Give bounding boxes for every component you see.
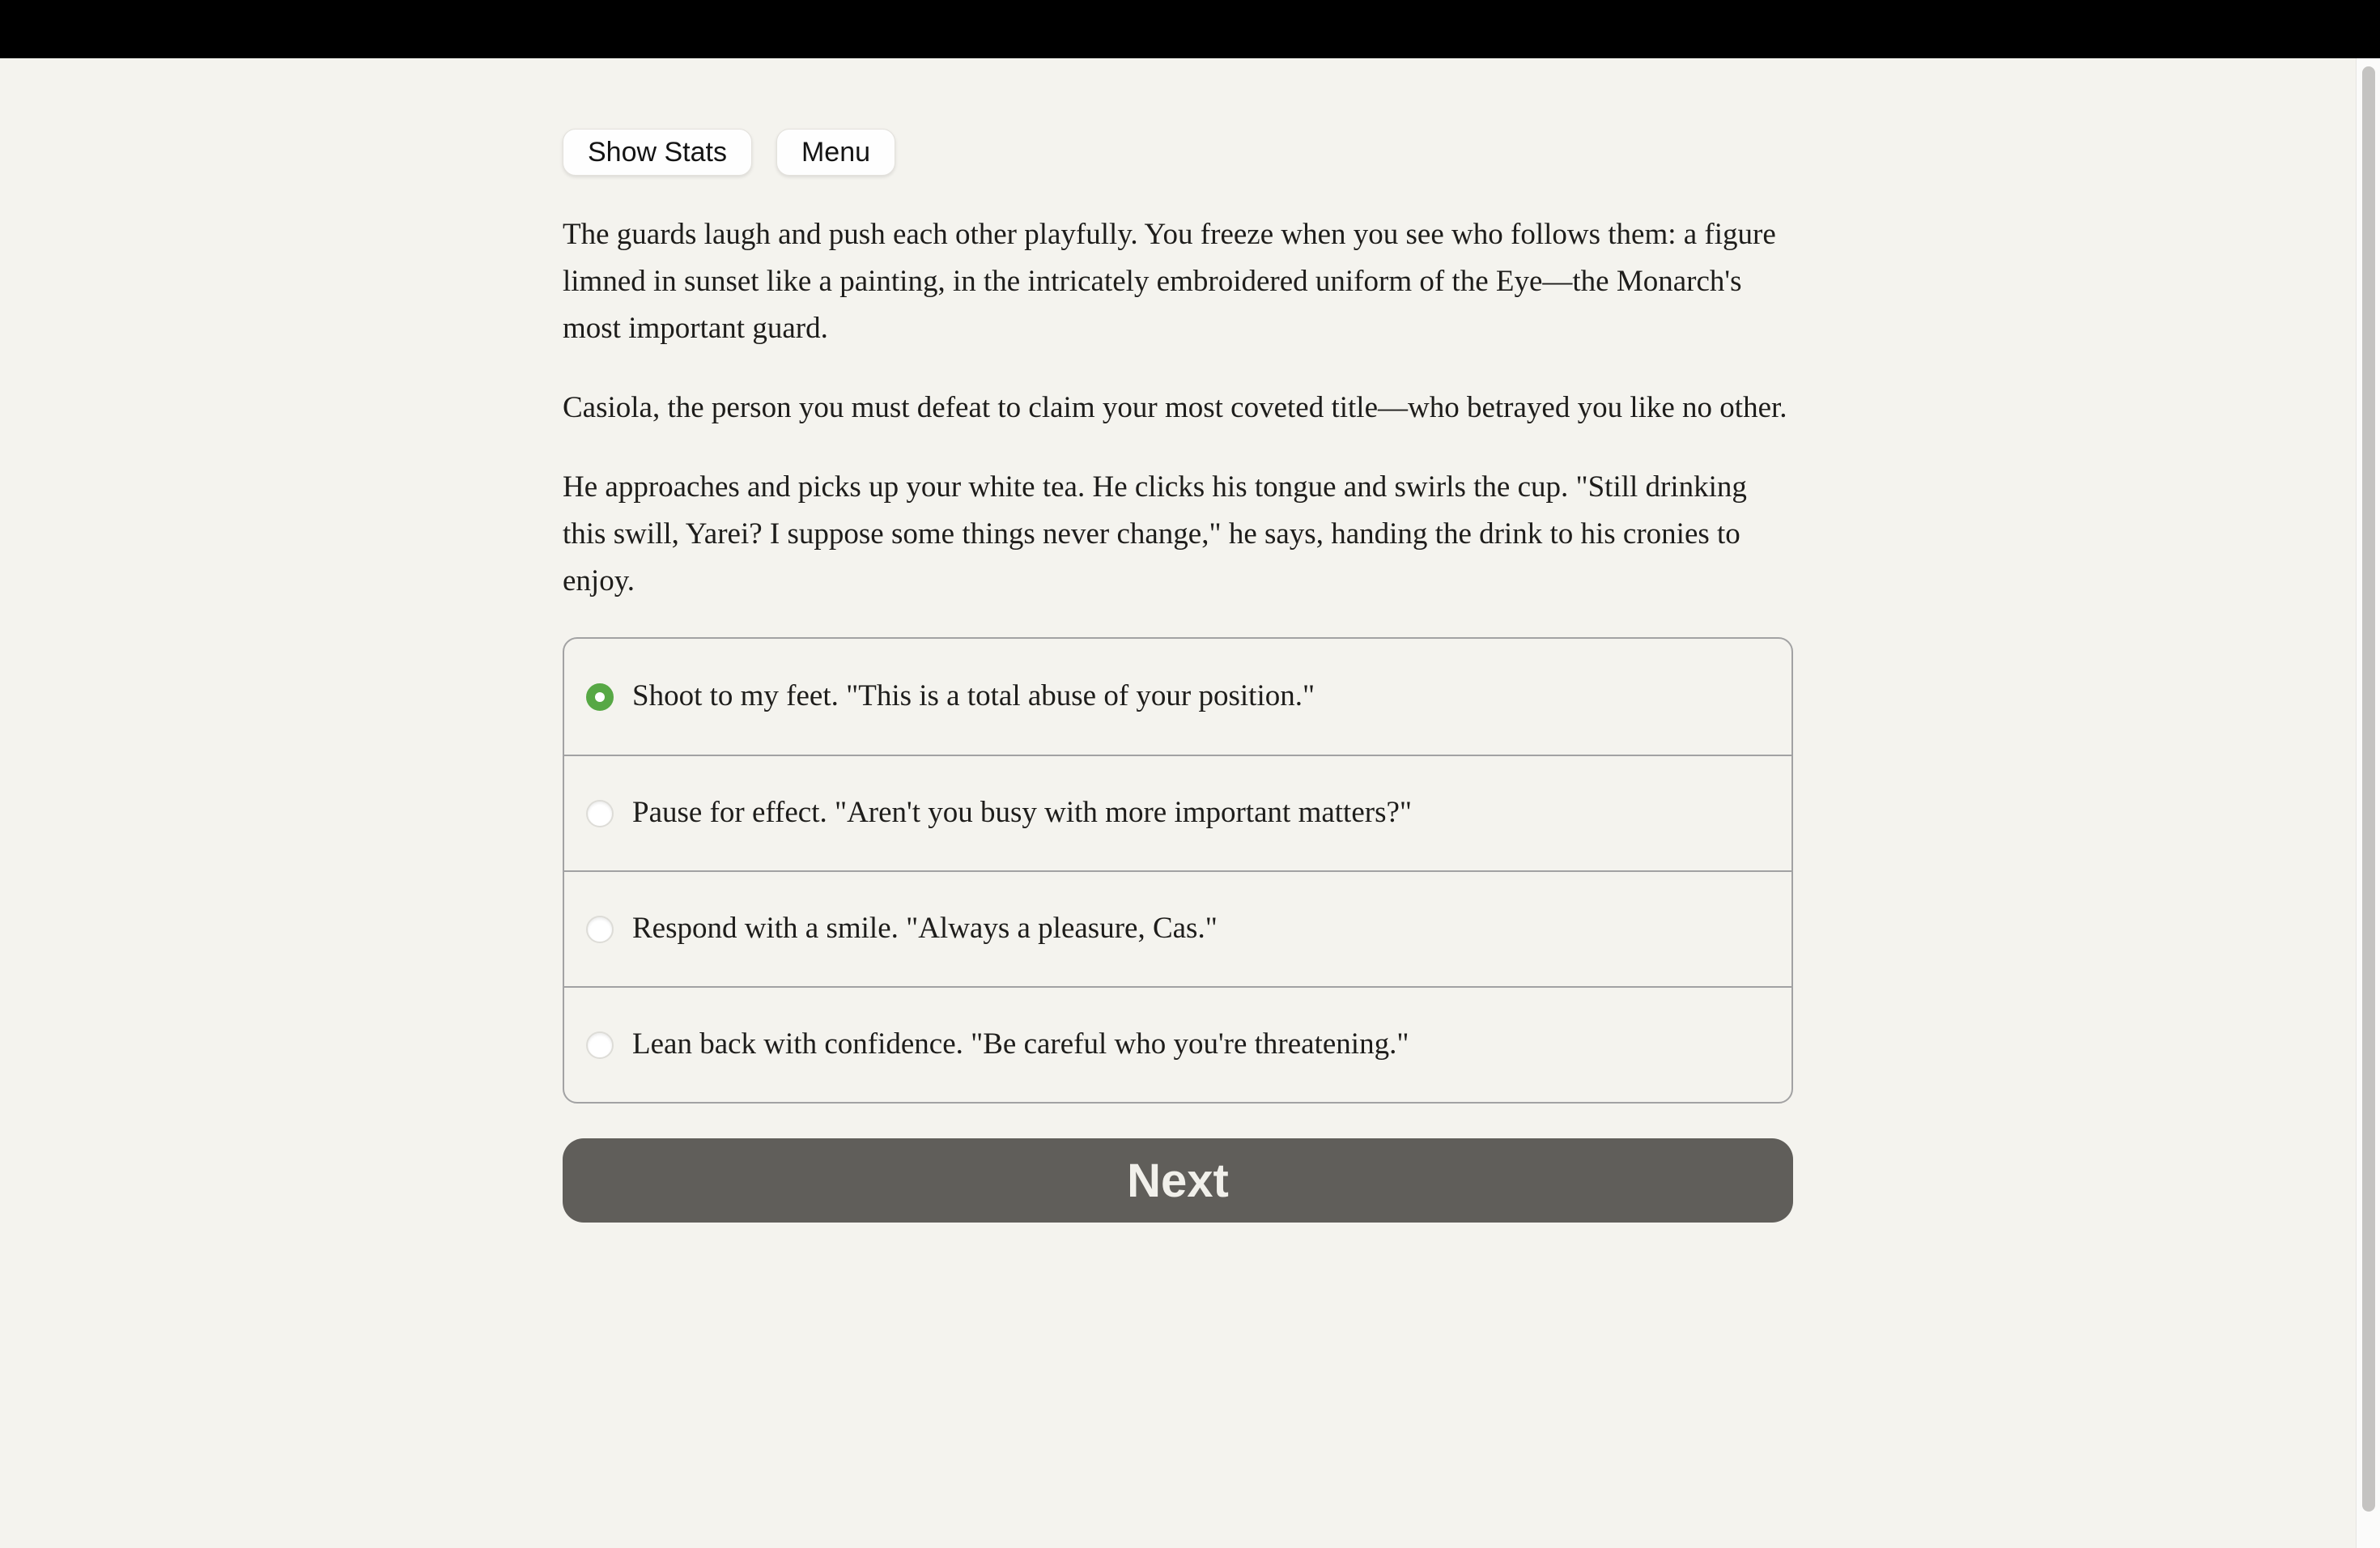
choice-list [563,637,1793,1104]
story-paragraph: He approaches and picks up your white tea. He clicks his tongue and swirls the cup. "Still drinking this swill, Yarei? I suppose some things never change," he says, handing the drink to his cronies to enjoy. [563,470,1747,598]
show-stats-button[interactable]: Show Stats [563,129,752,176]
game-viewport [0,58,2356,1548]
story-paragraph: Casiola, the person you must defeat to claim your most coveted title—who betrayed you like no other. [563,391,1787,424]
next-button[interactable]: Next [563,1138,1793,1223]
radio-button-icon[interactable] [586,683,614,711]
scrollbar-track[interactable] [2356,58,2380,1548]
radio-button-icon[interactable] [586,1031,614,1059]
content-column [563,58,1793,1223]
story-text [563,211,1793,605]
top-black-bar [0,0,2380,58]
choice-option-label: Shoot to my feet. "This is a total abuse of your position." [632,679,1315,713]
radio-button-icon[interactable] [586,800,614,827]
header-button-row [563,129,1793,176]
scrollbar-thumb[interactable] [2362,66,2375,1512]
choice-option-1[interactable] [564,639,1791,755]
radio-button-icon[interactable] [586,916,614,943]
choice-option-label: Lean back with confidence. "Be careful who you're threatening." [632,1027,1409,1061]
choice-option-2[interactable] [564,755,1791,870]
choice-option-3[interactable] [564,870,1791,986]
menu-button[interactable]: Menu [776,129,895,176]
choice-option-label: Pause for effect. "Aren't you busy with more important matters?" [632,796,1412,830]
story-paragraph: The guards laugh and push each other playfully. You freeze when you see who follows them: a figure limned in sunset like a painting, in the intricately embroidered uniform of the Eye—the Monarch's most important guard. [563,218,1776,345]
choice-option-4[interactable] [564,986,1791,1102]
choice-option-label: Respond with a smile. "Always a pleasure, Cas." [632,912,1218,946]
